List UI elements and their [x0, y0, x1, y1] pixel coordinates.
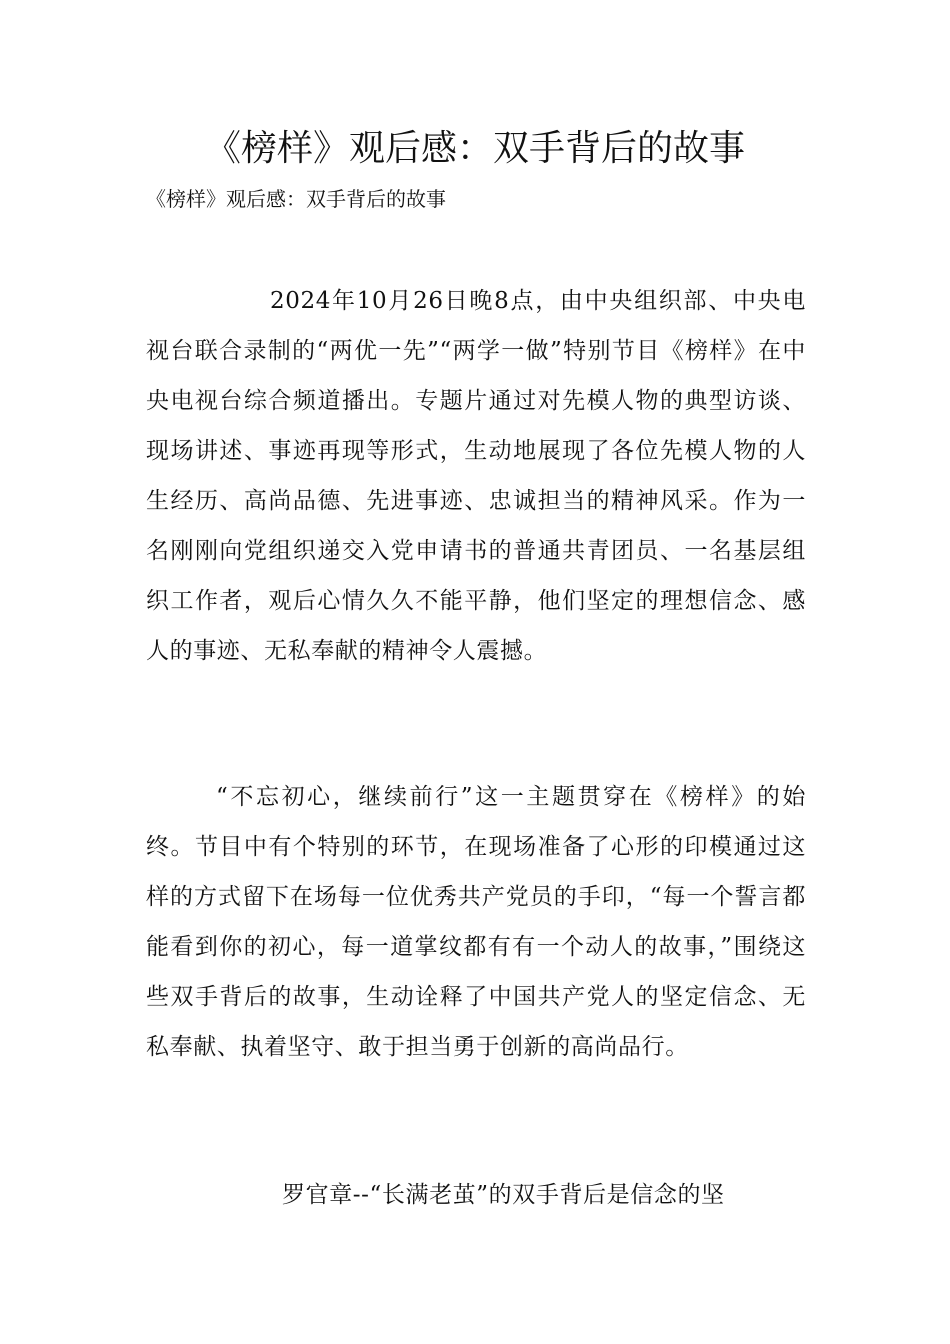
body-paragraph: 罗官章--“长满老茧”的双手背后是信念的坚	[282, 1182, 725, 1208]
document-subtitle: 《榜样》观后感：双手背后的故事	[146, 187, 446, 211]
body-paragraph: “不忘初心，继续前行”这一主题贯穿在《榜样》的始终。节目中有个特别的环节，在现场准备了心形的印模通过这样的方式留下在场每一位优秀共产党员的手印，“每一个誓言都能看到你的初心，每一道掌纹都有有一个动人的故事，”围绕这些双手背后的故事，生动诠释了中国共产党人的坚定信念、无私奉献、执着坚守、敢于担当勇于创新的高尚品行。	[146, 784, 806, 1060]
document-title: 《榜样》观后感：双手背后的故事	[204, 128, 745, 169]
body-paragraph: 2024年10月26日晚8点，由中央组织部、中央电视台联合录制的“两优一先”“两学一做”特别节目《榜样》在中央电视台综合频道播出。专题片通过对先模人物的典型访谈、现场讲述、事迹再现等形式，生动地展现了各位先模人物的人生经历、高尚品德、先进事迹、忠诚担当的精神风采。作为一名刚刚向党组织递交入党申请书的普通共青团员、一名基层组织工作者，观后心情久久不能平静，他们坚定的理想信念、感人的事迹、无私奉献的精神令人震撼。	[146, 288, 806, 664]
